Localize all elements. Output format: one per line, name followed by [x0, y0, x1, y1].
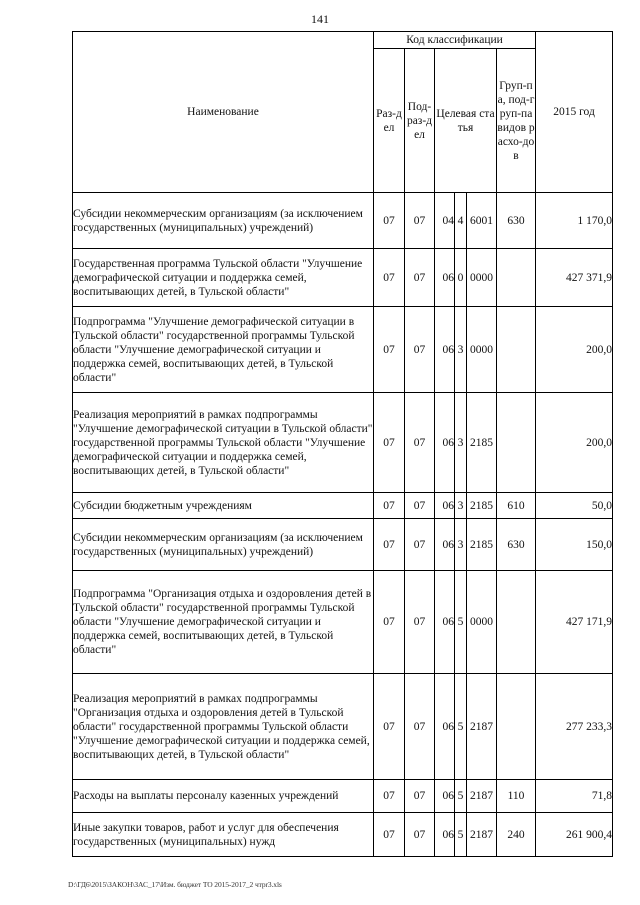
- table-row: [73, 307, 613, 393]
- row-target-program: 06: [435, 780, 455, 813]
- row-expense-type: 110: [497, 780, 536, 813]
- row-target-subprogram: 5: [455, 674, 467, 780]
- row-target-subprogram: 3: [455, 393, 467, 493]
- row-target-direction: 2185: [467, 519, 497, 571]
- row-sum: 150,0: [536, 519, 613, 571]
- row-target-subprogram: 3: [455, 307, 467, 393]
- row-podrazdel: 07: [405, 813, 435, 857]
- header-podrazdel: Под-раз-дел: [405, 49, 435, 193]
- row-target-subprogram: 3: [455, 493, 467, 519]
- row-target-subprogram: 5: [455, 780, 467, 813]
- header-year: 2015 год: [536, 32, 613, 193]
- row-target-direction: 2185: [467, 393, 497, 493]
- row-target-direction: 6001: [467, 193, 497, 249]
- row-name: Субсидии некоммерческим организациям (за исключением государственных (муниципальных) учреждений): [73, 193, 374, 249]
- row-name: Иные закупки товаров, работ и услуг для обеспечения государственных (муниципальных) нужд: [73, 813, 374, 857]
- row-expense-type: [497, 393, 536, 493]
- row-podrazdel: 07: [405, 193, 435, 249]
- row-razdel: 07: [374, 307, 405, 393]
- row-sum: 1 170,0: [536, 193, 613, 249]
- row-target-direction: 0000: [467, 249, 497, 307]
- row-podrazdel: 07: [405, 249, 435, 307]
- row-podrazdel: 07: [405, 519, 435, 571]
- row-sum: 50,0: [536, 493, 613, 519]
- row-name: Государственная программа Тульской области "Улучшение демографической ситуации и поддержка семей, воспитывающих детей, в Тульской области": [73, 249, 374, 307]
- row-target-program: 06: [435, 393, 455, 493]
- row-podrazdel: 07: [405, 571, 435, 674]
- row-target-program: 06: [435, 571, 455, 674]
- page-number: 141: [311, 12, 329, 26]
- row-razdel: 07: [374, 493, 405, 519]
- row-name: Подпрограмма "Улучшение демографической ситуации в Тульской области" государственной программы Тульской области "Улучшение демографической ситуации и поддержка семей, воспитывающих детей, в Тульской области": [73, 307, 374, 393]
- table-row: [73, 249, 613, 307]
- row-expense-type: [497, 307, 536, 393]
- row-sum: 71,8: [536, 780, 613, 813]
- row-name: Подпрограмма "Организация отдыха и оздоровления детей в Тульской области" государственной программы Тульской области "Улучшение демографической ситуации и поддержка семей, воспитывающих детей, в Тульской области": [73, 571, 374, 674]
- row-name: Реализация мероприятий в рамках подпрограммы "Улучшение демографической ситуации в Тульской области" государственной программы Тульской области "Улучшение демографической ситуации и поддержка семей, воспитывающих детей, в Тульской области": [73, 393, 374, 493]
- row-expense-type: [497, 674, 536, 780]
- row-razdel: 07: [374, 674, 405, 780]
- row-target-program: 06: [435, 813, 455, 857]
- row-target-program: 06: [435, 674, 455, 780]
- row-name: Субсидии некоммерческим организациям (за исключением государственных (муниципальных) учреждений): [73, 519, 374, 571]
- table-row: [73, 519, 613, 571]
- row-sum: 200,0: [536, 307, 613, 393]
- row-target-direction: 2185: [467, 493, 497, 519]
- row-podrazdel: 07: [405, 393, 435, 493]
- row-target-subprogram: 5: [455, 813, 467, 857]
- row-podrazdel: 07: [405, 307, 435, 393]
- row-target-direction: 2187: [467, 813, 497, 857]
- row-razdel: 07: [374, 571, 405, 674]
- table-row: [73, 813, 613, 857]
- table-row: [73, 493, 613, 519]
- row-target-direction: 2187: [467, 674, 497, 780]
- row-target-subprogram: 4: [455, 193, 467, 249]
- row-expense-type: 610: [497, 493, 536, 519]
- row-razdel: 07: [374, 393, 405, 493]
- row-podrazdel: 07: [405, 493, 435, 519]
- row-razdel: 07: [374, 780, 405, 813]
- row-target-subprogram: 3: [455, 519, 467, 571]
- row-target-subprogram: 0: [455, 249, 467, 307]
- row-razdel: 07: [374, 813, 405, 857]
- row-target-direction: 2187: [467, 780, 497, 813]
- row-sum: 427 171,9: [536, 571, 613, 674]
- row-target-program: 06: [435, 249, 455, 307]
- row-sum: 277 233,3: [536, 674, 613, 780]
- row-name: Субсидии бюджетным учреждениям: [73, 493, 374, 519]
- row-podrazdel: 07: [405, 674, 435, 780]
- row-name: Реализация мероприятий в рамках подпрограммы "Организация отдыха и оздоровления детей в Тульской области" государственной программы Тульской области "Улучшение демографической ситуации и поддержка семей, воспитывающих детей, в Тульской области": [73, 674, 374, 780]
- row-name: Расходы на выплаты персоналу казенных учреждений: [73, 780, 374, 813]
- header-razdel: Раз-дел: [374, 49, 405, 193]
- row-target-subprogram: 5: [455, 571, 467, 674]
- row-expense-type: [497, 571, 536, 674]
- file-path-footer: D:\ГД6\2015\ЗАКОН\ЗАС_17\Изм. бюджет ТО 2015-2017_2 чтpr3.xls: [68, 880, 282, 889]
- table-row: [73, 780, 613, 813]
- row-target-program: 04: [435, 193, 455, 249]
- row-expense-type: 630: [497, 193, 536, 249]
- header-gruppa-vidov: Груп-па, под-груп-па видов расхо-дов: [497, 49, 536, 193]
- row-razdel: 07: [374, 519, 405, 571]
- row-expense-type: 630: [497, 519, 536, 571]
- row-target-direction: 0000: [467, 307, 497, 393]
- row-sum: 427 371,9: [536, 249, 613, 307]
- table-row: [73, 674, 613, 780]
- table-row: [73, 393, 613, 493]
- row-razdel: 07: [374, 249, 405, 307]
- row-podrazdel: 07: [405, 780, 435, 813]
- header-tselevaya-statya: Целевая статья: [435, 49, 497, 193]
- row-target-program: 06: [435, 307, 455, 393]
- row-sum: 261 900,4: [536, 813, 613, 857]
- row-razdel: 07: [374, 193, 405, 249]
- row-expense-type: 240: [497, 813, 536, 857]
- row-target-program: 06: [435, 519, 455, 571]
- header-name: Наименование: [73, 32, 374, 193]
- table-row: [73, 571, 613, 674]
- table-body: [73, 193, 613, 857]
- row-sum: 200,0: [536, 393, 613, 493]
- row-expense-type: [497, 249, 536, 307]
- row-target-direction: 0000: [467, 571, 497, 674]
- row-target-program: 06: [435, 493, 455, 519]
- header-code-group: Код классификации: [374, 32, 536, 49]
- budget-table: [72, 31, 613, 857]
- table-row: [73, 193, 613, 249]
